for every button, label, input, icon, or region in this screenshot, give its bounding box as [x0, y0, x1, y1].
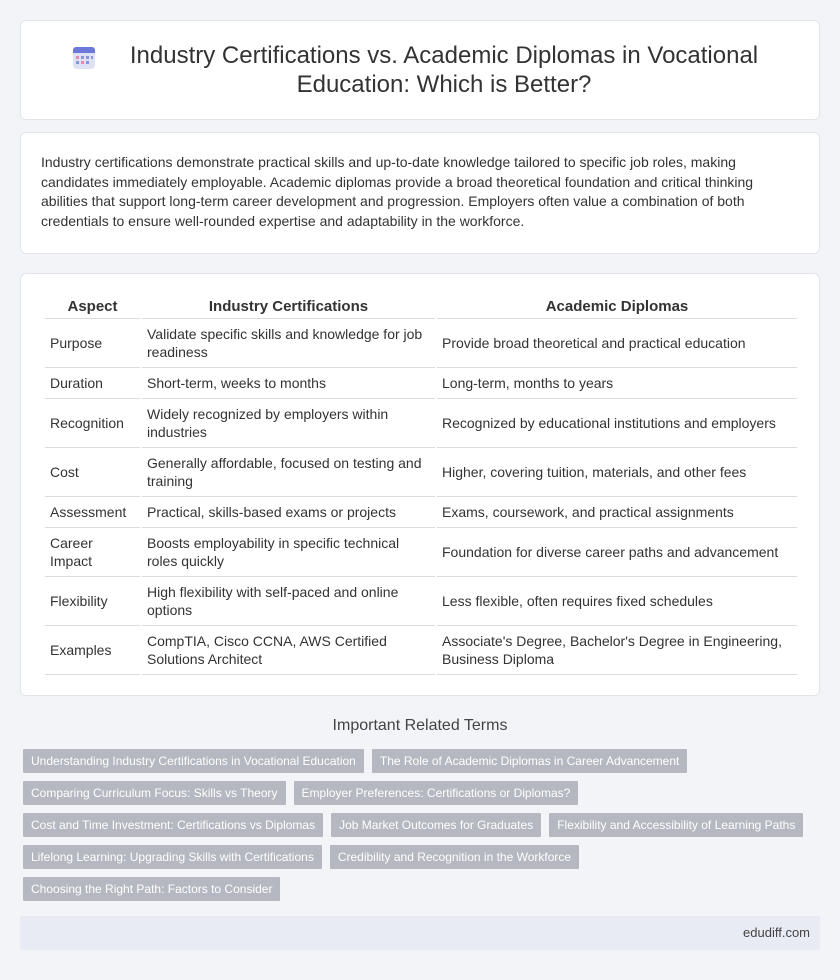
intro-card: [20, 132, 820, 254]
row-aspect: Recognition: [45, 399, 140, 448]
row-aspect: Career Impact: [45, 528, 140, 577]
row-diploma: Recognized by educational institutions and employers: [437, 399, 797, 448]
row-aspect: Duration: [45, 368, 140, 399]
comparison-table: [43, 294, 799, 675]
row-certification: CompTIA, Cisco CCNA, AWS Certified Solutions Architect: [142, 626, 435, 675]
calendar-icon: [71, 45, 97, 71]
row-aspect: Purpose: [45, 319, 140, 368]
related-term-tag[interactable]: Credibility and Recognition in the Workforce: [330, 845, 579, 869]
footer: [20, 916, 820, 950]
row-certification: Generally affordable, focused on testing and training: [142, 448, 435, 497]
related-term-tag[interactable]: Flexibility and Accessibility of Learning Paths: [549, 813, 803, 837]
row-certification: Practical, skills-based exams or projects: [142, 497, 435, 528]
tag-row: [23, 877, 823, 901]
row-aspect: Examples: [45, 626, 140, 675]
related-term-tag[interactable]: Job Market Outcomes for Graduates: [331, 813, 541, 837]
related-term-tag[interactable]: Understanding Industry Certifications in Vocational Education: [23, 749, 364, 773]
header-academic-diplomas: Academic Diplomas: [437, 294, 797, 319]
tag-row: [23, 781, 823, 805]
table-row: [45, 497, 797, 528]
related-term-tag[interactable]: Comparing Curriculum Focus: Skills vs Theory: [23, 781, 286, 805]
row-diploma: Provide broad theoretical and practical education: [437, 319, 797, 368]
related-terms-heading: Important Related Terms: [332, 717, 508, 734]
row-certification: Boosts employability in specific technical roles quickly: [142, 528, 435, 577]
header-card: [20, 20, 820, 120]
related-term-tag[interactable]: Cost and Time Investment: Certifications vs Diplomas: [23, 813, 323, 837]
tag-row: [23, 845, 823, 869]
row-certification: Validate specific skills and knowledge for job readiness: [142, 319, 435, 368]
row-aspect: Flexibility: [45, 577, 140, 626]
row-aspect: Cost: [45, 448, 140, 497]
table-row: [45, 528, 797, 577]
table-row: [45, 626, 797, 675]
table-row: [45, 448, 797, 497]
comparison-table-card: [20, 273, 820, 696]
row-aspect: Assessment: [45, 497, 140, 528]
row-certification: Widely recognized by employers within industries: [142, 399, 435, 448]
table-row: [45, 577, 797, 626]
tag-row: [23, 813, 823, 837]
related-term-tag[interactable]: Lifelong Learning: Upgrading Skills with Certifications: [23, 845, 322, 869]
row-certification: Short-term, weeks to months: [142, 368, 435, 399]
table-header-row: [45, 294, 797, 319]
row-diploma: Associate's Degree, Bachelor's Degree in Engineering, Business Diploma: [437, 626, 797, 675]
site-name[interactable]: edudiff.com: [743, 925, 810, 940]
tag-row: [23, 749, 823, 773]
table-row: [45, 368, 797, 399]
table-row: [45, 319, 797, 368]
row-diploma: Long-term, months to years: [437, 368, 797, 399]
row-certification: High flexibility with self-paced and online options: [142, 577, 435, 626]
header-aspect: Aspect: [45, 294, 140, 319]
header-industry-certifications: Industry Certifications: [142, 294, 435, 319]
page-title: Industry Certifications vs. Academic Diplomas in Vocational Education: Which is Better?: [129, 42, 759, 98]
table-row: [45, 399, 797, 448]
related-term-tag[interactable]: Employer Preferences: Certifications or Diplomas?: [294, 781, 579, 805]
row-diploma: Exams, coursework, and practical assignments: [437, 497, 797, 528]
related-term-tag[interactable]: The Role of Academic Diplomas in Career Advancement: [372, 749, 687, 773]
row-diploma: Higher, covering tuition, materials, and other fees: [437, 448, 797, 497]
row-diploma: Foundation for diverse career paths and advancement: [437, 528, 797, 577]
related-terms-list: [23, 749, 823, 909]
intro-text: Industry certifications demonstrate practical skills and up-to-date knowledge tailored to specific job roles, making candidates immediately employable. Academic diplomas provide a broad theoretical foundation and critical thinking abilities that support long-term career development and progression. Employers often value a combination of both credentials to ensure well-rounded expertise and adaptability in the workforce.: [41, 154, 754, 229]
row-diploma: Less flexible, often requires fixed schedules: [437, 577, 797, 626]
related-term-tag[interactable]: Choosing the Right Path: Factors to Consider: [23, 877, 280, 901]
